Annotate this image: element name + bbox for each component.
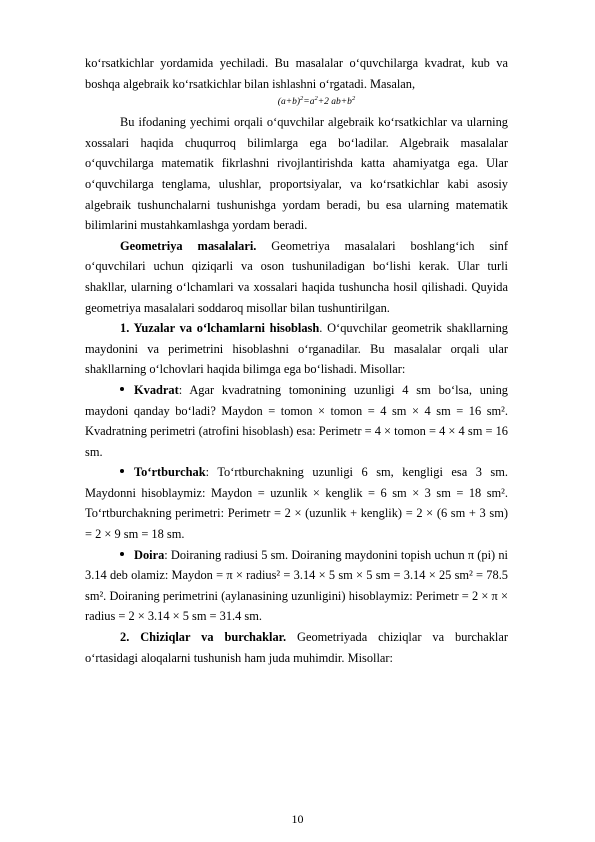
list-item-square: Kvadrat: Agar kvadratning tomonining uzunligi 4 sm bo‘lsa, uning maydoni qanday bo‘ladi? Maydon = tomon × tomon = 4 sm × 4 sm = 16 sm². Kvadratning perimetri (atrofini hisoblash) esa: Perimetr = 4 × tomon = 4 × 4 sm = 16 sm. bbox=[85, 382, 508, 459]
bullet-icon bbox=[120, 469, 124, 473]
formula-binomial-square: $(a+b)^2=a^2+2$ $ab+b^2$ bbox=[277, 95, 356, 108]
paragraph-areas: 1. Yuzalar va o‘lchamlarni hisoblash. O‘quvchilar geometrik shakllarning maydonini va perimetrini hisoblashni o‘rganadilar. Bu masalalar orqali ular shakllarning o‘lchovlari haqida bilimga ega bo‘lishadi. Misollar: bbox=[85, 321, 508, 377]
paragraph-geometry: Geometriya masalalari. Geometriya masalalari boshlang‘ich sinf o‘quvchilari uchun qiziqarli va oson tushuniladigan bo‘lishi kerak. Ular turli shakllar, ularning o‘lchamlari va xossalari haqida tushuncha hosil qilishadi. Quyida geometriya masalalari soddaroq misollar bilan tushuntirilgan. bbox=[85, 238, 508, 315]
heading-lines-angles: 2. Chiziqlar va burchaklar. bbox=[120, 630, 287, 645]
paragraph-intro: ko‘rsatkichlar yordamida yechiladi. Bu masalalar o‘quvchilarga kvadrat, kub va boshqa algebraik ko‘rsatkichlar bilan ishlashni o‘rgatadi. Masalan, bbox=[85, 56, 508, 91]
paragraph-lines-angles: 2. Chiziqlar va burchaklar. Geometriyada chiziqlar va burchaklar o‘rtasidagi aloqalarni tushunish ham juda muhimdir. Misollar: bbox=[85, 630, 508, 665]
heading-geometry: Geometriya masalalari. bbox=[120, 238, 257, 253]
bullet-icon bbox=[120, 552, 124, 556]
page-number: 10 bbox=[291, 812, 304, 826]
list-item-rectangle: To‘rtburchak: To‘rtburchakning uzunligi 6 sm, kengligi esa 3 sm. Maydonni hisoblaymiz: Maydon = uzunlik × kenglik = 6 sm × 3 sm = 18 sm². To‘rtburchakning perimetri: Perimetr = 2 × (uzunlik + kenglik) = 2 × (6 sm + 3 sm) = 2 × 9 sm = 18 sm. bbox=[85, 465, 508, 542]
body-text bbox=[85, 53, 508, 668]
paragraph-algebra: Bu ifodaning yechimi orqali o‘quvchilar algebraik ko‘rsatkichlar va ularning xossalari haqida chuqurroq bilimlarga ega bo‘ladilar. Algebraik masalalar o‘quvchilarga matematik fikrlashni rivojlantirishda katta ahamiyatga ega. Ular o‘quvchilarga tenglama, ulushlar, proportsiyalar, va ko‘rsatkichlar kabi asosiy algebraik tushunchalarni tushunishga yordam beradi, bu esa ularning matematik bilimlarini mustahkamlashga yordam beradi. bbox=[85, 115, 508, 233]
list-item-circle: Doira: Doiraning radiusi 5 sm. Doiraning maydonini topish uchun π (pi) ni 3.14 deb olamiz: Maydon = π × radius² = 3.14 × 5 sm × 5 sm = 3.14 × 25 sm² = 78.5 sm². Doiraning perimetrini (aylanasining uzunligini) hisoblaymiz: Perimetr = 2 × π × radius = 2 × 3.14 × 5 sm = 31.4 sm. bbox=[85, 547, 508, 624]
bullet-icon bbox=[120, 387, 124, 391]
heading-areas: 1. Yuzalar va o‘lchamlarni hisoblash bbox=[120, 321, 320, 336]
